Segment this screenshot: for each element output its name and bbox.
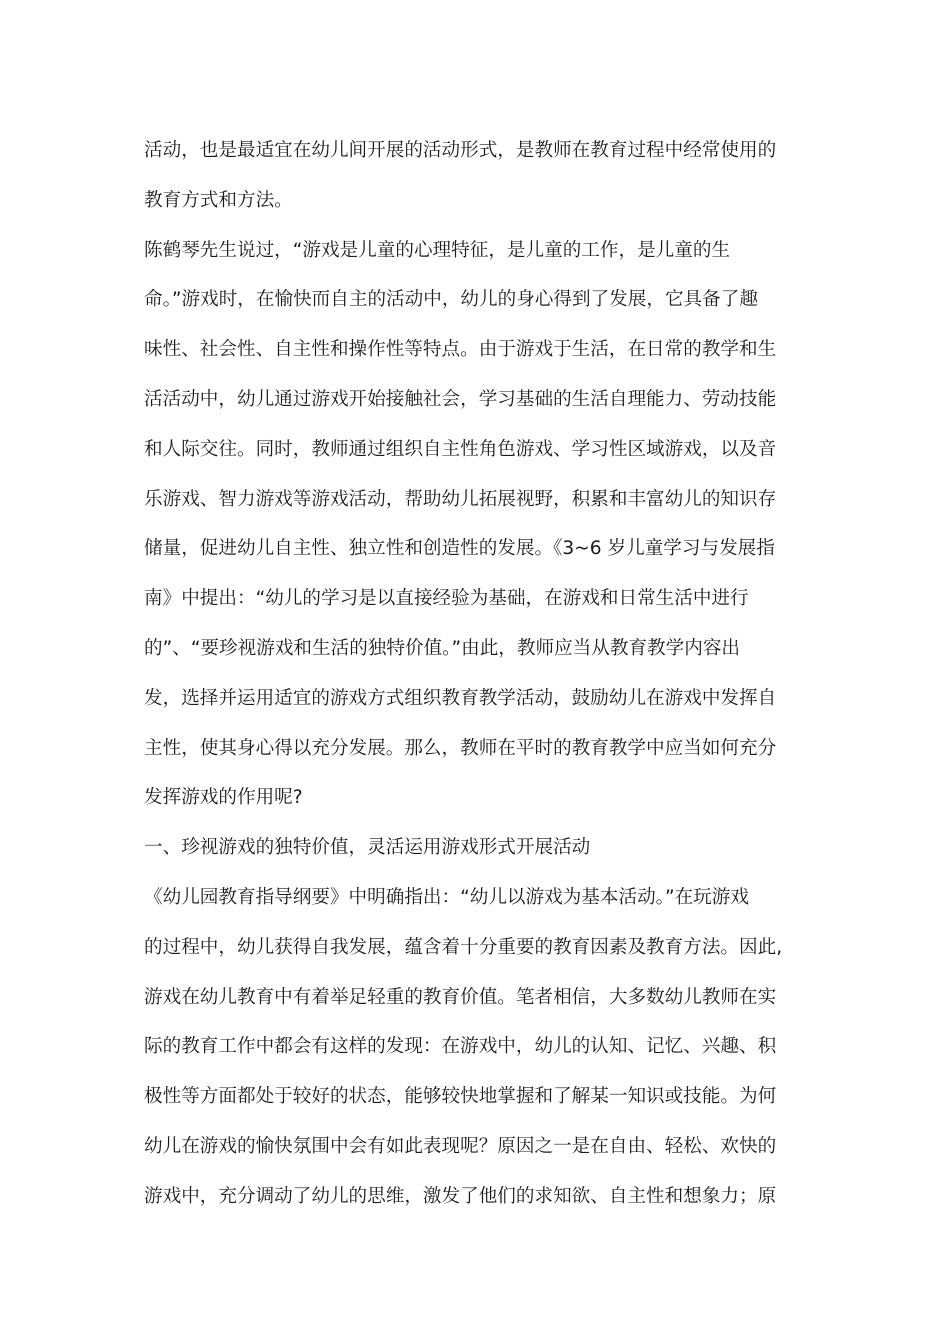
text-line: 幼儿在游戏的愉快氛围中会有如此表现呢？原因之一是在自由、轻松、欢快的 — [144, 1135, 777, 1157]
text-line: 主性，使其身心得以充分发展。那么，教师在平时的教育教学中应当如何充分 — [144, 737, 777, 759]
text-line: 乐游戏、智力游戏等游戏活动，帮助幼儿拓展视野，积累和丰富幼儿的知识存 — [144, 488, 777, 510]
text-line: 活活动中，幼儿通过游戏开始接触社会，学习基础的生活自理能力、劳动技能 — [144, 388, 777, 410]
text-line: 发，选择并运用适宜的游戏方式组织教育教学活动，鼓励幼儿在游戏中发挥自 — [144, 687, 777, 709]
text-line: 游戏在幼儿教育中有着举足轻重的教育价值。笔者相信，大多数幼儿教师在实 — [144, 986, 777, 1008]
body-text — [144, 126, 816, 1222]
text-line: 极性等方面都处于较好的状态，能够较快地掌握和了解某一知识或技能。为何 — [144, 1086, 777, 1108]
text-line: 教育方式和方法。 — [144, 189, 293, 211]
text-line: 活动，也是最适宜在幼儿间开展的活动形式，是教师在教育过程中经常使用的 — [144, 140, 777, 161]
text-line: 陈鹤琴先生说过，“游戏是儿童的心理特征，是儿童的工作，是儿童的生 — [144, 239, 731, 261]
text-line: 储量，促进幼儿自主性、独立性和创造性的发展。《3~6 岁儿童学习与发展指 — [144, 538, 775, 560]
section-heading: 一、珍视游戏的独特价值，灵活运用游戏形式开展活动 — [144, 837, 591, 859]
text-line: 南》中提出：“幼儿的学习是以直接经验为基础，在游戏和日常生活中进行 — [144, 588, 749, 610]
text-line: 际的教育工作中都会有这样的发现：在游戏中，幼儿的认知、记忆、兴趣、积 — [144, 1036, 777, 1058]
text-line: 命。”游戏时，在愉快而自主的活动中，幼儿的身心得到了发展，它具备了趣 — [144, 289, 758, 311]
text-line: 的过程中，幼儿获得自我发展，蕴含着十分重要的教育因素及教育方法。因此, — [144, 936, 783, 958]
text-line: 《幼儿园教育指导纲要》中明确指出：“幼儿以游戏为基本活动。”在玩游戏 — [144, 886, 749, 908]
text-line: 发挥游戏的作用呢? — [144, 787, 303, 809]
text-line: 和人际交往。同时，教师通过组织自主性角色游戏、学习性区域游戏，以及音 — [144, 438, 777, 460]
text-line: 的”、“要珍视游戏和生活的独特价值。”由此，教师应当从教育教学内容出 — [144, 637, 741, 659]
text-line: 游戏中，充分调动了幼儿的思维，激发了他们的求知欲、自主性和想象力；原 — [144, 1185, 777, 1207]
text-line: 味性、社会性、自主性和操作性等特点。由于游戏于生活，在日常的教学和生 — [144, 339, 777, 361]
